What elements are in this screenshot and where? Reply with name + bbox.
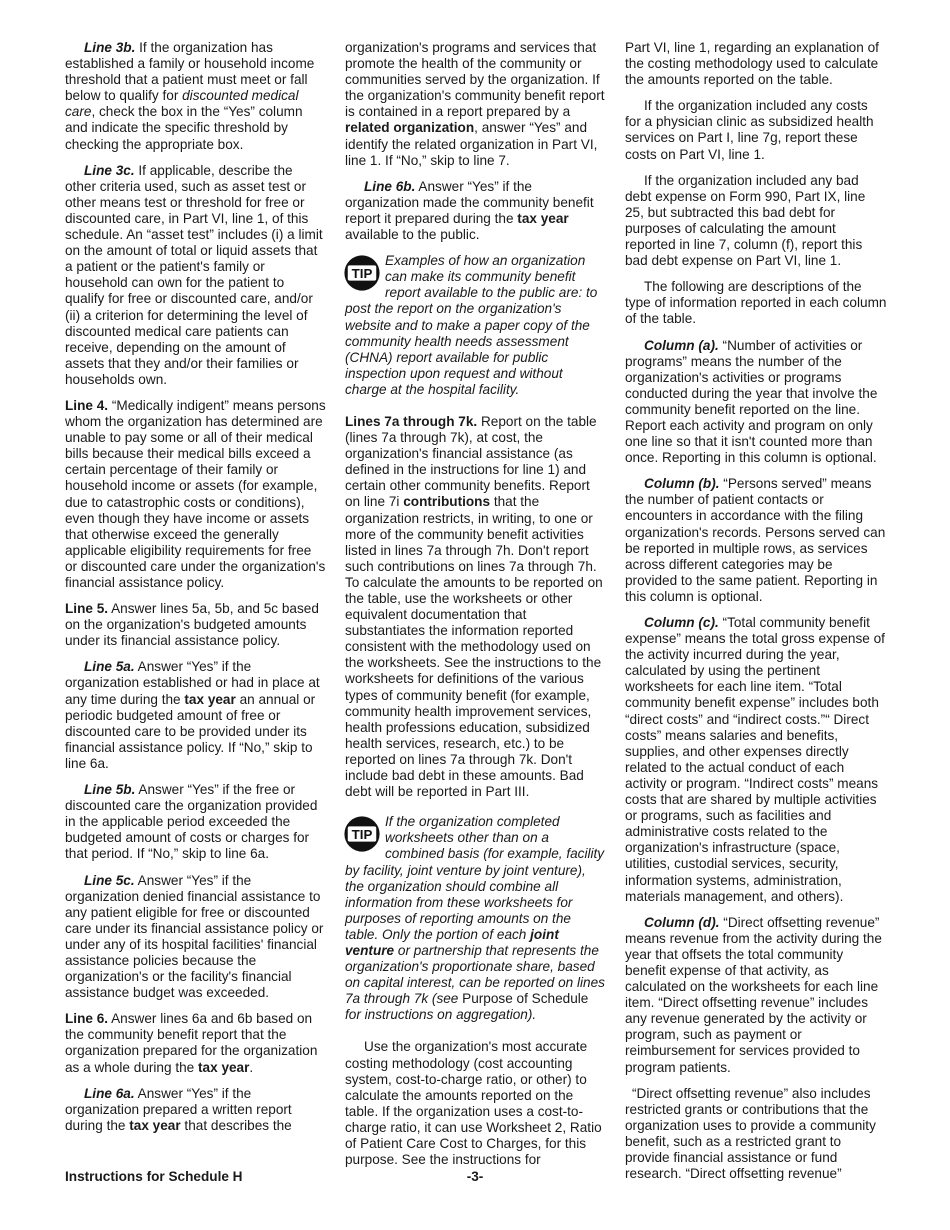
para-heading: Line 6b. (364, 178, 416, 194)
para-heading: Column (c). (644, 615, 719, 630)
para-line-4: Line 4. “Medically indigent” means persons whom the organization has determined are unable to pay some or all of their medical bills because their medical bills exceed a certain percentage of their family or household income or assets (for example, due to catastrophic costs or conditions), even though they have income or assets that otherwise exceed the generally applicable eligibility requirements for free or discounted care under the organization's financial assistance policy. (65, 397, 326, 590)
para-heading: Line 6. (65, 1011, 109, 1027)
para-line-5: Line 5. Answer lines 5a, 5b, and 5c based on the organization's budgeted amounts under its financial assistance policy. (65, 601, 319, 649)
para-line-3b: Line 3b. If the organization has established a family or household income threshold that a patient must meet or fall below to qualify for discounted medical care, check the box in the “Yes” column and indicate the specific threshold by checking the appropriate box. (65, 40, 315, 152)
para-heading: Line 3c. (84, 162, 135, 178)
para-heading: Line 5. (65, 601, 109, 617)
para-heading: Lines 7a through 7k. (345, 413, 478, 429)
page-number: -3- (466, 1169, 484, 1184)
para-lines-7a-7k: Lines 7a through 7k. Report on the table (lines 7a through 7k), at cost, the organization's financial assistance (as defined in the instructions for line 1) and certain other community benefits. Report on line 7i contributions that the organization restricts, in writing, to one or more of the community benefit activities listed in lines 7a through 7h. Don't report such contributions on lines 7a through 7h. To calculate the amounts to be reported on the table, use the worksheets or other equivalent documentation that substantiates the information reported consistent with the methodology used on the worksheets. See the instructions to the worksheets for definitions of the various types of community benefit (for example, community health improvement services, health professions education, subsidized health services, research, etc.) to be reported on lines 7a through 7k. Don't include bad debt in these amounts. Bad debt will be reported in Part III. (345, 413, 603, 800)
para-costing-methodology: Use the organization's most accurate costing methodology (cost accounting system, cost-to-charge ratio, or other) to calculate the amounts reported on the table. If the organization uses a cost-to-charge ratio, it can use Worksheet 2, Ratio of Patient Care Cost to Charges, for this purpose. See the instructions for (345, 1039, 602, 1168)
para-line-6b: Line 6b. Answer “Yes” if the organization made the community benefit report it prepared during the tax year available to the public. (345, 178, 594, 243)
tip-icon-label: TIP (351, 827, 373, 843)
para-column-b: Column (b). “Persons served” means the number of patient contacts or encounters in accordance with the filing organization's records. Persons served can be reported in multiple rows, as services across different categories may be provided to the same patient. Reporting in this column is optional. (625, 476, 886, 604)
para-heading: Line 3b. (84, 40, 136, 55)
tip-icon-label: TIP (351, 266, 373, 282)
column-1 (65, 40, 327, 1144)
para-column-d: Column (d). “Direct offsetting revenue” means revenue from the activity during the year that offsets the total community benefit expense of that activity, as calculated on the worksheets for each line item. “Direct offsetting revenue” includes any revenue generated by the activity or program, such as payment or reimbursement for services provided to program patients. (625, 914, 882, 1075)
para-heading: Line 5b. (84, 782, 136, 798)
para-direct-offsetting-revenue: “Direct offsetting revenue” also includes restricted grants or contributions that the organization uses to provide a community benefit, such as a restricted grant to provide financial assistance or fund research. “Direct offsetting revenue” (625, 1085, 876, 1182)
para-column-c: Column (c). “Total community benefit expense” means the total gross expense of the activity incurred during the year, calculated by using the pertinent worksheets for each line item. “Total community benefit expense” includes both “direct costs” and “indirect costs.”“ Direct costs” means salaries and benefits, supplies, and other expenses directly related to the actual conduct of each activity or program. “Indirect costs” means costs that are shared by multiple activities or programs, such as facilities and administrative costs related to the organization's infrastructure (space, utilities, custodial services, security, information systems, administration, materials management, and others). (625, 615, 885, 904)
para-line-6: Line 6. Answer lines 6a and 6b based on the community benefit report that the organization prepared for the organization as a whole during the tax year. (65, 1011, 318, 1075)
para-column-a: Column (a). “Number of activities or programs” means the number of the organization's activities or programs conducted during the year that involve the community benefit reported on the line. Report each activity and program on only one line so that it isn't counted more than once. Reporting in this column is optional. (625, 337, 878, 466)
para-line-5a: Line 5a. Answer “Yes” if the organization established or had in place at any time during the tax year an annual or periodic budgeted amount of free or discounted care to be provided under its financial assistance policy. If “No,” skip to line 6a. (65, 659, 320, 771)
tip-icon (343, 815, 381, 853)
para-line-5c: Line 5c. Answer “Yes” if the organization denied financial assistance to any patient eligible for free or discounted care under its financial assistance policy or under any of its hospital facilities' financial assistance policies because the organization's or the facility's financial assistance budget was exceeded. (65, 872, 324, 1001)
para-heading: Line 6a. (84, 1085, 135, 1101)
para-heading: Line 5c. (84, 872, 135, 888)
para-part-vi-continued: Part VI, line 1, regarding an explanation of the costing methodology used to calculate the amounts reported on the table. (625, 40, 879, 88)
column-2 (345, 40, 607, 1178)
para-line-3c: Line 3c. If applicable, describe the other criteria used, such as asset test or other means test or threshold for free or discounted care, in Part VI, line 1, of this schedule. An “asset test” includes (i) a limit on the amount of total or liquid assets that a patient or the patient's family or household can own for the patient to qualify for free or discounted care, and/or (ii) a criterion for determining the level of discounted medical care patients can receive, depending on the amount of assets that they and/or their families or households own. (65, 162, 323, 387)
para-heading: Line 5a. (84, 659, 135, 675)
tip-box-community-report (345, 253, 607, 398)
para-heading: Line 4. (65, 397, 109, 413)
para-heading: Column (a). (644, 337, 719, 353)
para-bad-debt: If the organization included any bad debt expense on Form 990, Part IX, line 25, but subtracted this bad debt for purposes of calculating the amount reported in line 7, column (f), report this bad debt expense on Part VI, line 1. (625, 172, 866, 269)
para-line-6a-continued: organization's programs and services that promote the health of the community or communities served by the organization. If the organization's community benefit report is contained in a report prepared by a related organization, answer “Yes” and identify the related organization in Part VI, line 1. If “No,” skip to line 7. (345, 40, 605, 168)
tip-box-worksheets (345, 814, 607, 1023)
para-column-descriptions: The following are descriptions of the type of information reported in each column of the table. (625, 279, 887, 327)
para-heading: Column (b). (644, 476, 720, 492)
para-line-5b: Line 5b. Answer “Yes” if the free or discounted care the organization provided in the applicable period exceeded the budgeted amount of costs or charges for that period. If “No,” skip to line 6a. (65, 782, 318, 862)
para-heading: Column (d). (644, 914, 720, 930)
para-physician-clinic: If the organization included any costs for a physician clinic as subsidized health services on Part I, line 7g, report these costs on Part VI, line 1. (625, 98, 874, 162)
tip-text-worksheets: If the organization completed worksheets other than on a combined basis (for example, facility by facility, joint venture by joint venture), the organization should combine all information from these worksheets for purposes of reporting amounts on the table. Only the portion of each joint venture or partnership that represents the organization's proportionate share, based on capital interest, can be reported on lines 7a through 7k (see Purpose of Schedule for instructions on aggregation). (345, 814, 605, 1023)
tip-text-community-report: Examples of how an organization can make its community benefit report available to the public are: to post the report on the organization's website and to make a paper copy of the community health needs assessment (CHNA) report available for public inspection upon request and without charge at the hospital facility. (345, 253, 598, 397)
column-3 (625, 40, 887, 1192)
footer-title: Instructions for Schedule H (65, 1169, 243, 1184)
para-line-6a: Line 6a. Answer “Yes” if the organization prepared a written report during the tax year that describes the (65, 1085, 292, 1133)
tip-icon (343, 254, 381, 292)
